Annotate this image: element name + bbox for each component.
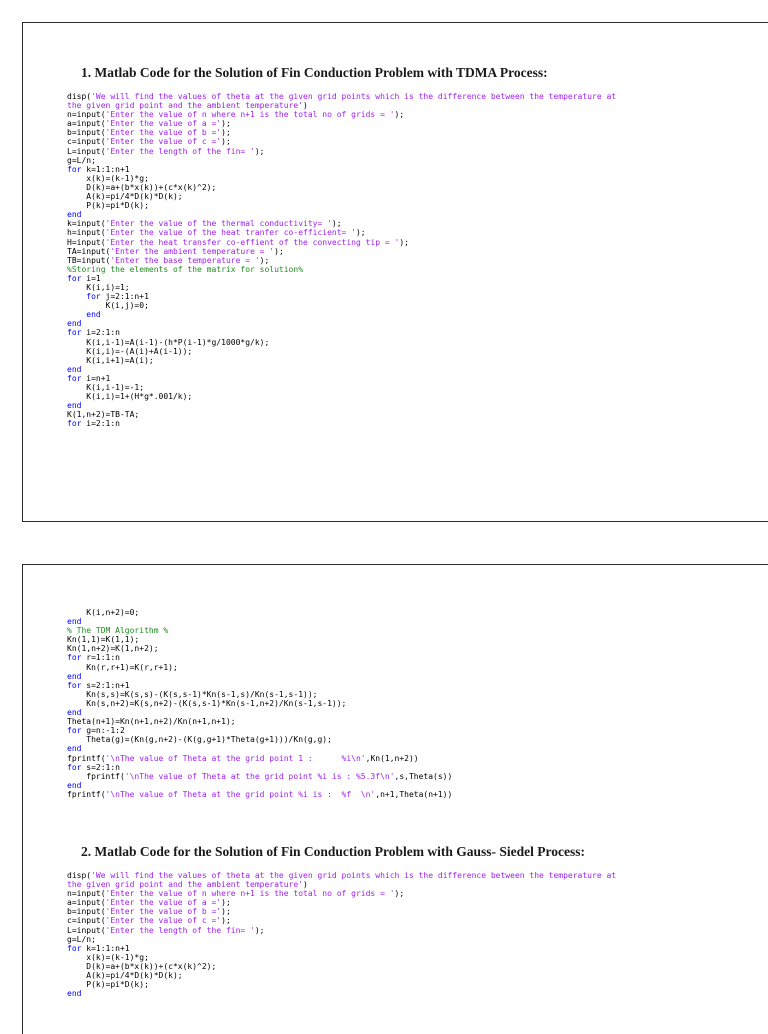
code-line xyxy=(67,980,707,989)
code-line xyxy=(67,953,707,962)
code-token: K(i,i)=-(A(i)+A(i-1)); xyxy=(67,346,193,356)
code-line xyxy=(67,672,707,681)
code-token: D(k)=a+(b*x(k))+(c*x(k)^2); xyxy=(67,182,217,192)
code-line xyxy=(67,644,707,653)
code-token: disp( xyxy=(67,871,92,880)
code-line xyxy=(67,201,707,210)
code-token: end xyxy=(67,210,82,220)
code-line xyxy=(67,690,707,699)
code-token: h=input( xyxy=(67,228,106,238)
code-token: ); xyxy=(331,219,342,229)
code-line xyxy=(67,328,707,337)
code-line xyxy=(67,238,707,247)
code-token: for xyxy=(67,726,87,736)
code-line xyxy=(67,265,707,274)
code-token: L=input( xyxy=(67,146,106,156)
code-token: K(1,n+2)=TB-TA; xyxy=(67,410,140,420)
code-token: ,Kn(1,n+2)) xyxy=(365,753,419,763)
code-token: Theta(g)=(Kn(g,n+2)-(K(g,g+1)*Theta(g+1)))/Kn(g,g); xyxy=(67,735,332,745)
code-line xyxy=(67,790,707,799)
code-token: K(i,i)=1+(H*g*.001/k); xyxy=(67,392,193,402)
code-token: K(i,i)=1; xyxy=(67,282,130,292)
code-token: 'Enter the length of the fin= ' xyxy=(105,925,255,935)
code-line xyxy=(67,128,707,137)
code-line xyxy=(67,347,707,356)
code-token: K(i,i+1)=A(i); xyxy=(67,355,154,365)
code-token: k=1:1:n+1 xyxy=(86,164,130,174)
code-line xyxy=(67,274,707,283)
code-token: ,s,Theta(s)) xyxy=(394,771,453,781)
code-token: 'Enter the heat transfer co-effient of the convecting tip = ' xyxy=(105,237,400,247)
code-token: A(k)=pi/4*D(k)*D(k); xyxy=(67,971,183,981)
code-line xyxy=(67,292,707,301)
code-token: TB=input( xyxy=(67,255,111,265)
code-line xyxy=(67,183,707,192)
section-1-heading: 1. Matlab Code for the Solution of Fin Conduction Problem with TDMA Process: xyxy=(81,65,548,80)
code-line xyxy=(67,635,707,644)
code-token: K(i,j)=0; xyxy=(67,301,149,311)
code-token: for xyxy=(67,419,87,429)
code-token: '\nThe value of Theta at the grid point 1 : %i\n' xyxy=(105,753,366,763)
code-token: j=2:1:n+1 xyxy=(105,292,149,302)
code-token: Kn(1,n+2)=K(1,n+2); xyxy=(67,644,159,654)
code-token: 'We will find the values of theta at the given grid points which is the difference between the temperature at xyxy=(91,92,617,101)
code-token: TA=input( xyxy=(67,246,111,256)
code-token: end xyxy=(67,708,82,718)
code-line xyxy=(67,174,707,183)
code-line xyxy=(67,744,707,753)
code-token: 'Enter the value of n where n+1 is the total no of grids = ' xyxy=(105,889,395,899)
code-token: ); xyxy=(259,255,270,265)
code-line xyxy=(67,926,707,935)
code-token: ); xyxy=(394,110,405,120)
code-token: ); xyxy=(274,246,284,256)
code-token: A(k)=pi/4*D(k)*D(k); xyxy=(67,192,183,202)
code-block-gauss-siedel xyxy=(67,871,707,998)
code-line xyxy=(67,708,707,717)
code-line xyxy=(67,626,707,635)
code-token: x(k)=(k-1)*g; xyxy=(67,173,149,183)
code-token: 'Enter the value of c =' xyxy=(105,916,222,926)
code-line xyxy=(67,935,707,944)
code-line xyxy=(67,907,707,916)
code-token: i=2:1:n xyxy=(86,419,120,429)
code-token: end xyxy=(67,989,82,999)
code-token: end xyxy=(67,744,82,754)
code-token: end xyxy=(67,780,82,790)
code-token: 'Enter the value of a =' xyxy=(105,119,222,129)
code-line xyxy=(67,110,707,119)
code-block-tdma-continued xyxy=(67,608,707,799)
code-line xyxy=(67,392,707,401)
code-token: k=input( xyxy=(67,219,106,229)
code-token: for xyxy=(67,680,87,690)
code-line xyxy=(67,781,707,790)
code-token: 'Enter the length of the fin= ' xyxy=(105,146,255,156)
code-token: ); xyxy=(221,916,231,926)
code-line xyxy=(67,383,707,392)
code-token: P(k)=pi*D(k); xyxy=(67,980,149,990)
code-token: n=input( xyxy=(67,889,106,899)
code-token: end xyxy=(67,617,82,627)
code-token: for xyxy=(67,273,87,283)
section-2-heading: 2. Matlab Code for the Solution of Fin Conduction Problem with Gauss- Siedel Process: xyxy=(81,844,586,859)
code-line xyxy=(67,301,707,310)
code-token: Kn(s,s)=K(s,s)-(K(s,s-1)*Kn(s-1,s)/Kn(s-1,s-1)); xyxy=(67,689,318,699)
code-token: for xyxy=(86,292,106,302)
code-token: c=input( xyxy=(67,916,106,926)
code-token: g=L/n; xyxy=(67,934,96,944)
code-token: end xyxy=(86,310,101,320)
code-line xyxy=(67,898,707,907)
code-line xyxy=(67,319,707,328)
code-token: a=input( xyxy=(67,898,106,908)
code-line xyxy=(67,228,707,237)
code-line xyxy=(67,247,707,256)
code-token: fprintf( xyxy=(67,771,125,781)
code-line xyxy=(67,92,707,101)
code-token: g=L/n; xyxy=(67,155,96,165)
code-line xyxy=(67,608,707,617)
code-token xyxy=(67,292,86,301)
code-token: P(k)=pi*D(k); xyxy=(67,201,149,211)
code-line xyxy=(67,156,707,165)
code-token: the given grid point and the ambient temperature' xyxy=(67,101,304,111)
code-token: b=input( xyxy=(67,128,106,138)
code-token: K(i,i-1)=-1; xyxy=(67,383,145,392)
code-line xyxy=(67,971,707,980)
code-token: fprintf( xyxy=(67,753,106,763)
code-line xyxy=(67,880,707,889)
code-token: end xyxy=(67,671,82,681)
code-token: 'Enter the ambient temperature = ' xyxy=(110,246,275,256)
code-line xyxy=(67,681,707,690)
code-token: D(k)=a+(b*x(k))+(c*x(k)^2); xyxy=(67,961,217,971)
code-token: 'Enter the value of b =' xyxy=(105,907,222,917)
code-line xyxy=(67,365,707,374)
code-block-tdma xyxy=(67,92,707,428)
code-line xyxy=(67,338,707,347)
code-token: ); xyxy=(221,898,231,908)
code-token: for xyxy=(67,328,87,338)
code-token: ); xyxy=(355,228,366,238)
code-token: for xyxy=(67,762,87,772)
code-line xyxy=(67,735,707,744)
code-line xyxy=(67,871,707,880)
code-token: s=2:1:n+1 xyxy=(86,680,130,690)
code-line xyxy=(67,754,707,763)
code-token: ); xyxy=(394,889,405,899)
code-token: K(i,n+2)=0; xyxy=(67,608,140,617)
code-line xyxy=(67,219,707,228)
code-token: c=input( xyxy=(67,137,106,147)
code-line xyxy=(67,717,707,726)
code-line xyxy=(67,617,707,626)
code-line xyxy=(67,410,707,419)
code-line xyxy=(67,889,707,898)
code-token: i=2:1:n xyxy=(86,328,120,338)
code-token: x(k)=(k-1)*g; xyxy=(67,952,149,962)
code-token: 'Enter the value of the thermal conductivity= ' xyxy=(105,219,332,229)
code-line xyxy=(67,653,707,662)
code-token: Kn(r,r+1)=K(r,r+1); xyxy=(67,662,178,672)
code-line xyxy=(67,210,707,219)
code-token: ); xyxy=(221,119,231,129)
code-line xyxy=(67,962,707,971)
code-token: for xyxy=(67,373,87,383)
code-token: ); xyxy=(221,137,231,147)
code-line xyxy=(67,663,707,672)
code-line xyxy=(67,101,707,110)
code-token: 'Enter the base temperature = ' xyxy=(110,255,260,265)
code-token: ); xyxy=(399,237,409,247)
code-line xyxy=(67,989,707,998)
code-token: ,n+1,Theta(n+1)) xyxy=(375,789,453,799)
code-token: disp( xyxy=(67,92,92,101)
code-token: i=n+1 xyxy=(86,373,111,383)
code-line xyxy=(67,137,707,146)
code-token: %Storing the elements of the matrix for solution% xyxy=(67,264,304,274)
code-token: for xyxy=(67,943,87,953)
code-token: r=1:1:n xyxy=(86,653,120,663)
code-line xyxy=(67,944,707,953)
code-token: for xyxy=(67,164,87,174)
code-token: H=input( xyxy=(67,237,106,247)
code-line xyxy=(67,419,707,428)
code-line xyxy=(67,119,707,128)
code-token: ) xyxy=(303,101,308,111)
code-token: 'Enter the value of c =' xyxy=(105,137,222,147)
code-token: for xyxy=(67,653,87,663)
code-line xyxy=(67,256,707,265)
code-token: ) xyxy=(303,880,308,890)
code-line xyxy=(67,283,707,292)
code-token: ); xyxy=(254,925,265,935)
code-token: end xyxy=(67,401,82,411)
code-token: L=input( xyxy=(67,925,106,935)
code-token: 'Enter the value of the heat tranfer co-efficient= ' xyxy=(105,228,356,238)
code-token: end xyxy=(67,319,82,329)
document-page-2 xyxy=(22,564,768,1034)
code-token: % The TDM Algorithm % xyxy=(67,626,169,636)
code-token: b=input( xyxy=(67,907,106,917)
code-token: 'We will find the values of theta at the given grid points which is the difference between the temperature at xyxy=(91,871,617,880)
code-token: '\nThe value of Theta at the grid point %i is : %5.3f\n' xyxy=(124,771,395,781)
code-line xyxy=(67,374,707,383)
code-token: a=input( xyxy=(67,119,106,129)
code-token: fprintf( xyxy=(67,789,106,799)
code-token: end xyxy=(67,364,82,374)
code-token: 'Enter the value of b =' xyxy=(105,128,222,138)
code-line xyxy=(67,772,707,781)
code-token: ); xyxy=(221,128,231,138)
code-line xyxy=(67,147,707,156)
code-token: n=input( xyxy=(67,110,106,120)
code-token: Theta(n+1)=Kn(n+1,n+2)/Kn(n+1,n+1); xyxy=(67,717,236,727)
code-token: ); xyxy=(254,146,265,156)
code-line xyxy=(67,192,707,201)
code-token: Kn(s,n+2)=K(s,n+2)-(K(s,s-1)*Kn(s-1,n+2)/Kn(s-1,s-1)); xyxy=(67,698,347,708)
code-token: g=n:-1:2 xyxy=(86,726,125,736)
code-token: Kn(1,1)=K(1,1); xyxy=(67,635,140,645)
code-token xyxy=(67,310,86,319)
code-line xyxy=(67,726,707,735)
code-line xyxy=(67,699,707,708)
code-token: i=1 xyxy=(86,273,101,283)
code-token: k=1:1:n+1 xyxy=(86,943,130,953)
code-line xyxy=(67,401,707,410)
document-page-1 xyxy=(22,22,768,522)
code-token: s=2:1:n xyxy=(86,762,120,772)
code-line xyxy=(67,916,707,925)
code-line xyxy=(67,310,707,319)
code-token: 'Enter the value of n where n+1 is the total no of grids = ' xyxy=(105,110,395,120)
code-token: ); xyxy=(221,907,231,917)
code-token: '\nThe value of Theta at the grid point %i is : %f \n' xyxy=(105,789,376,799)
code-line xyxy=(67,165,707,174)
code-token: 'Enter the value of a =' xyxy=(105,898,222,908)
code-token: K(i,i-1)=A(i-1)-(h*P(i-1)*g/1000*g/k); xyxy=(67,337,270,347)
code-line xyxy=(67,356,707,365)
code-token: the given grid point and the ambient temperature' xyxy=(67,880,304,890)
code-line xyxy=(67,763,707,772)
